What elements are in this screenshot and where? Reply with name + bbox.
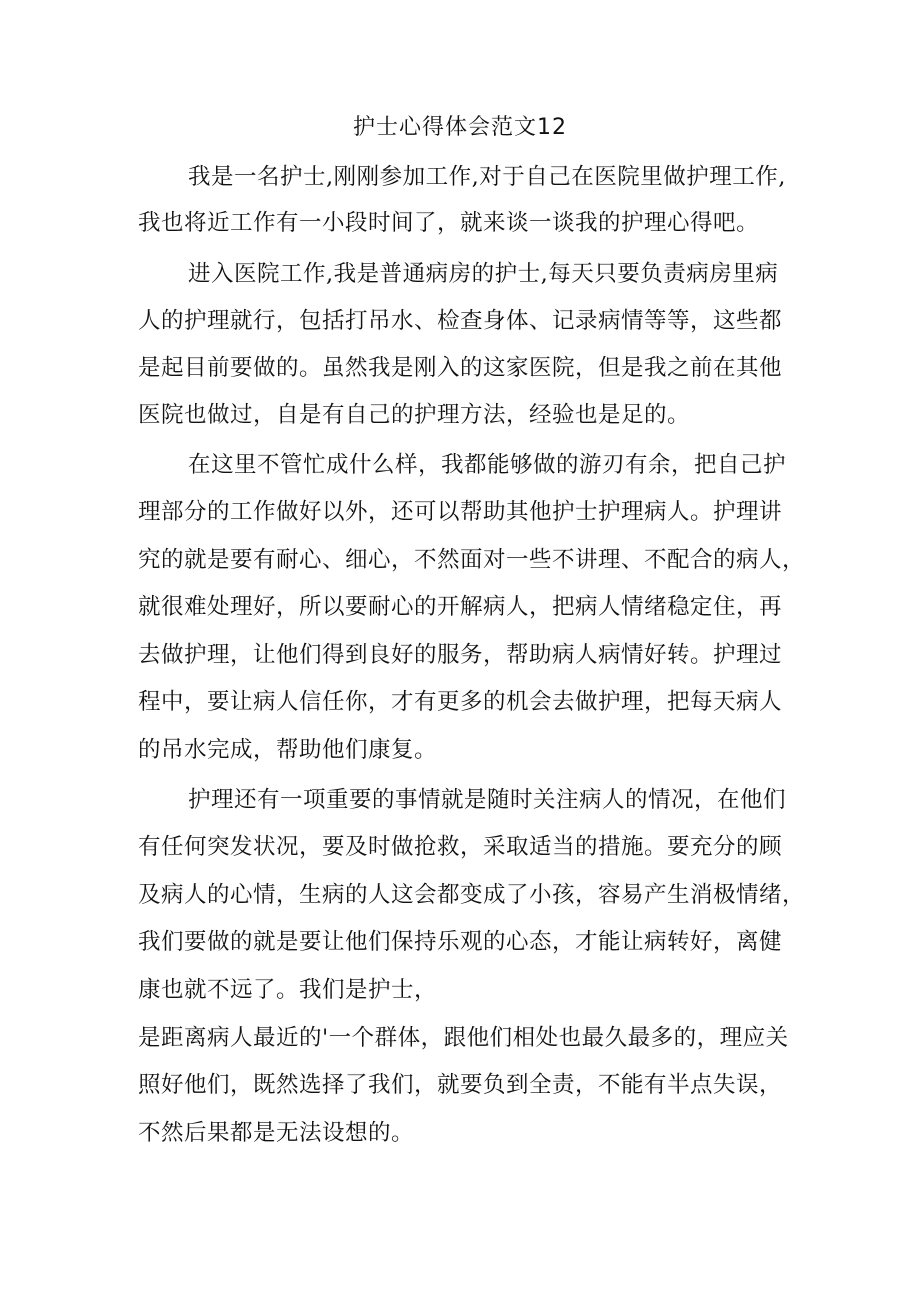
text-line: 在这里不管忙成什么样，我都能够做的游刃有余，把自己护 — [188, 452, 787, 478]
text-line: 医院也做过，自是有自己的护理方法，经验也是足的。 — [138, 402, 691, 428]
text-line: 护理还有一项重要的事情就是随时关注病人的情况，在他们 — [188, 787, 787, 813]
text-line: 去做护理，让他们得到良好的服务，帮助病人病情好转。护理过 — [138, 642, 783, 668]
text-line: 人的护理就行，包括打吊水、检查身体、记录病情等等，这些都 — [138, 308, 783, 334]
text-line: 究的就是要有耐心、细心，不然面对一些不讲理、不配合的病人， — [138, 547, 806, 573]
text-line: 的吊水完成，帮助他们康复。 — [138, 737, 438, 763]
text-line: 有任何突发状况，要及时做抢救，采取适当的措施。要充分的顾 — [138, 834, 783, 860]
text-line: 不然后果都是无法设想的。 — [138, 1120, 415, 1146]
text-line: 是起目前要做的。虽然我是刚入的这家医院，但是我之前在其他 — [138, 355, 783, 381]
document-title: 护士心得体会范文12 — [353, 115, 567, 140]
text-line: 我是一名护士,刚刚参加工作,对于自己在医院里做护理工作, — [188, 164, 786, 190]
text-line: 就很难处理好，所以要耐心的开解病人，把病人情绪稳定住，再 — [138, 594, 783, 620]
text-line: 是距离病人最近的'一个群体，跟他们相处也最久最多的，理应关 — [138, 1025, 789, 1051]
text-line: 理部分的工作做好以外，还可以帮助其他护士护理病人。护理讲 — [138, 499, 783, 525]
text-line: 进入医院工作,我是普通病房的护士,每天只要负责病房里病 — [188, 261, 779, 287]
text-line: 我也将近工作有一小段时间了，就来谈一谈我的护理心得吧。 — [138, 210, 760, 236]
text-line: 程中，要让病人信任你，才有更多的机会去做护理，把每天病人 — [138, 689, 783, 715]
text-line: 照好他们，既然选择了我们，就要负到全责，不能有半点失误， — [138, 1072, 783, 1098]
text-line: 康也就不远了。我们是护士， — [138, 977, 438, 1003]
text-line: 及病人的心情，生病的人这会都变成了小孩，容易产生消极情绪， — [138, 882, 806, 908]
text-line: 我们要做的就是要让他们保持乐观的心态，才能让病转好，离健 — [138, 929, 783, 955]
